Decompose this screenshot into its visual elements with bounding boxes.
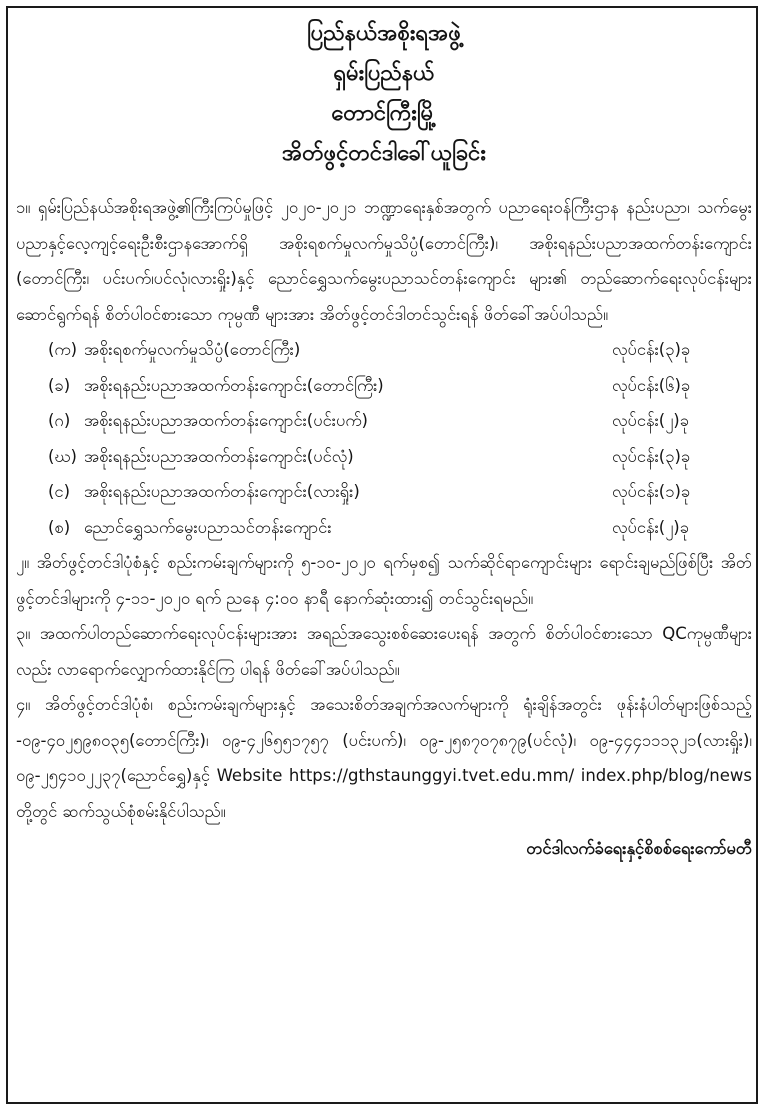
item-marker: (က) xyxy=(48,340,78,359)
work-item xyxy=(16,368,752,404)
work-item xyxy=(16,510,752,546)
paragraph-4-contact: ၄။ အိတ်ဖွင့်တင်ဒါပုံစံ၊ စည်းကမ်းချက်များနှင့် အသေးစိတ်အချက်အလက်များကို ရုံးချိန်အတွင်း ဖုန်းနံပါတ်များဖြစ်သည့် -၀၉-၄၀၂၅၉၈၀၃၅(တောင်ကြီး)၊ ၀၉-၄၂၆၅၅၁၇၅၇ (ပင်းပက်)၊ ၀၉-၂၅၈၇၀၇၈၇၉(ပင်လုံ)၊ ၀၉-၄၄၄၁၁၁၃၂၁(လားရှိုး)၊ ၀၉-၂၅၄၁၀၂၂၃၇(ညောင်ရွှေ)နှင့် Website https://gthstaunggyi.tvet.edu.mm/ index.php/blog/news တို့တွင် ဆက်သွယ်စုံစမ်းနိုင်ပါသည်။ xyxy=(16,695,752,821)
paragraph-3-qc-invitation: ၃။ အထက်ပါတည်ဆောက်ရေးလုပ်ငန်းများအား အရည်အသွေးစစ်ဆေးပေးရန် အတွက် စိတ်ပါဝင်စားသော QCကုမ္ပဏီများလည်း လာရောက်လျှောက်ထားနိုင်ကြ ပါရန် ဖိတ်ခေါ်အပ်ပါသည်။ xyxy=(16,624,752,679)
title-line-government: ပြည်နယ်အစိုးရအဖွဲ့ xyxy=(307,21,461,46)
item-marker: (ဃ) xyxy=(48,446,77,466)
item-marker: (ခ) xyxy=(48,375,71,395)
work-item xyxy=(16,474,752,510)
item-school-name: အစိုးရစက်မှုလက်မှုသိပ္ပံ(တောင်ကြီး) xyxy=(84,340,301,359)
title-line-city: တောင်ကြီးမြို့ xyxy=(331,101,437,126)
item-work-count: လုပ်ငန်း(၃)ခု xyxy=(612,446,691,466)
item-school-name: အစိုးရနည်းပညာအထက်တန်းကျောင်း(ပင်းပက်) xyxy=(84,411,368,430)
item-school-name: ညောင်ရွှေသက်မွေးပညာသင်တန်းကျောင်း xyxy=(84,517,332,537)
work-items-list xyxy=(16,332,752,545)
notice-title-block xyxy=(0,14,768,174)
paragraph-1-invitation: ၁။ ရှမ်းပြည်နယ်အစိုးရအဖွဲ့၏ကြီးကြပ်မှုဖြင့် ၂၀၂၀-၂၀၂၁ ဘဏ္ဍာရေးနှစ်အတွက် ပညာရေးဝန်ကြီးဌာန နည်းပညာ၊ သက်မွေးပညာနှင့်လေ့ကျင့်ရေးဦးစီးဌာနအောက်ရှိ အစိုးရစက်မှုလက်မှုသိပ္ပံ(တောင်ကြီး)၊ အစိုးရနည်းပညာအထက်တန်းကျောင်း (တောင်ကြီး၊ ပင်းပက်၊ပင်လုံ၊လားရှိုး)နှင့် ညောင်ရွှေသက်မွေးပညာသင်တန်းကျောင်း များ၏ တည်ဆောက်ရေးလုပ်ငန်းများဆောင်ရွက်ရန် စိတ်ပါဝင်စားသော ကုမ္ပဏီ များအား အိတ်ဖွင့်တင်ဒါတင်သွင်းရန် ဖိတ်ခေါ်အပ်ပါသည်။ xyxy=(16,198,752,324)
item-marker: (စ) xyxy=(48,517,71,537)
committee-signature: တင်ဒါလက်ခံရေးနှင့်စိစစ်ရေးကော်မတီ xyxy=(526,839,752,858)
item-marker: (င) xyxy=(48,482,71,501)
item-work-count: လုပ်ငန်း(၆)ခု xyxy=(612,375,691,395)
item-school-name: အစိုးရနည်းပညာအထက်တန်းကျောင်း(လားရှိုး) xyxy=(84,482,360,501)
item-marker: (ဂ) xyxy=(48,411,71,430)
work-item xyxy=(16,403,752,439)
item-school-name: အစိုးရနည်းပညာအထက်တန်းကျောင်း(တောင်ကြီး) xyxy=(84,375,384,395)
notice-body xyxy=(16,190,752,867)
item-school-name: အစိုးရနည်းပညာအထက်တန်းကျောင်း(ပင်လုံ) xyxy=(84,446,354,466)
item-work-count: လုပ်ငန်း(၂)ခု xyxy=(612,517,690,537)
title-line-tender-invitation: အိတ်ဖွင့်တင်ဒါခေါ်ယူခြင်း xyxy=(282,141,486,166)
item-work-count: လုပ်ငန်း(၃)ခု xyxy=(612,340,691,359)
title-line-state: ရှမ်းပြည်နယ် xyxy=(333,61,435,86)
work-item xyxy=(16,332,752,368)
item-work-count: လုပ်ငန်း(၁)ခု xyxy=(612,482,691,501)
work-item xyxy=(16,439,752,475)
item-work-count: လုပ်ငန်း(၂)ခု xyxy=(612,411,690,430)
paragraph-2-deadline: ၂။ အိတ်ဖွင့်တင်ဒါပုံစံနှင့် စည်းကမ်းချက်များကို ၅-၁၀-၂၀၂၀ ရက်မှစ၍ သက်ဆိုင်ရာကျောင်းများ ရောင်းချမည်ဖြစ်ပြီး အိတ်ဖွင့်တင်ဒါများကို ၄-၁၁-၂၀၂၀ ရက် ညနေ ၄:၀၀ နာရီ နောက်ဆုံးထား၍ တင်သွင်းရမည်။ xyxy=(16,553,752,608)
